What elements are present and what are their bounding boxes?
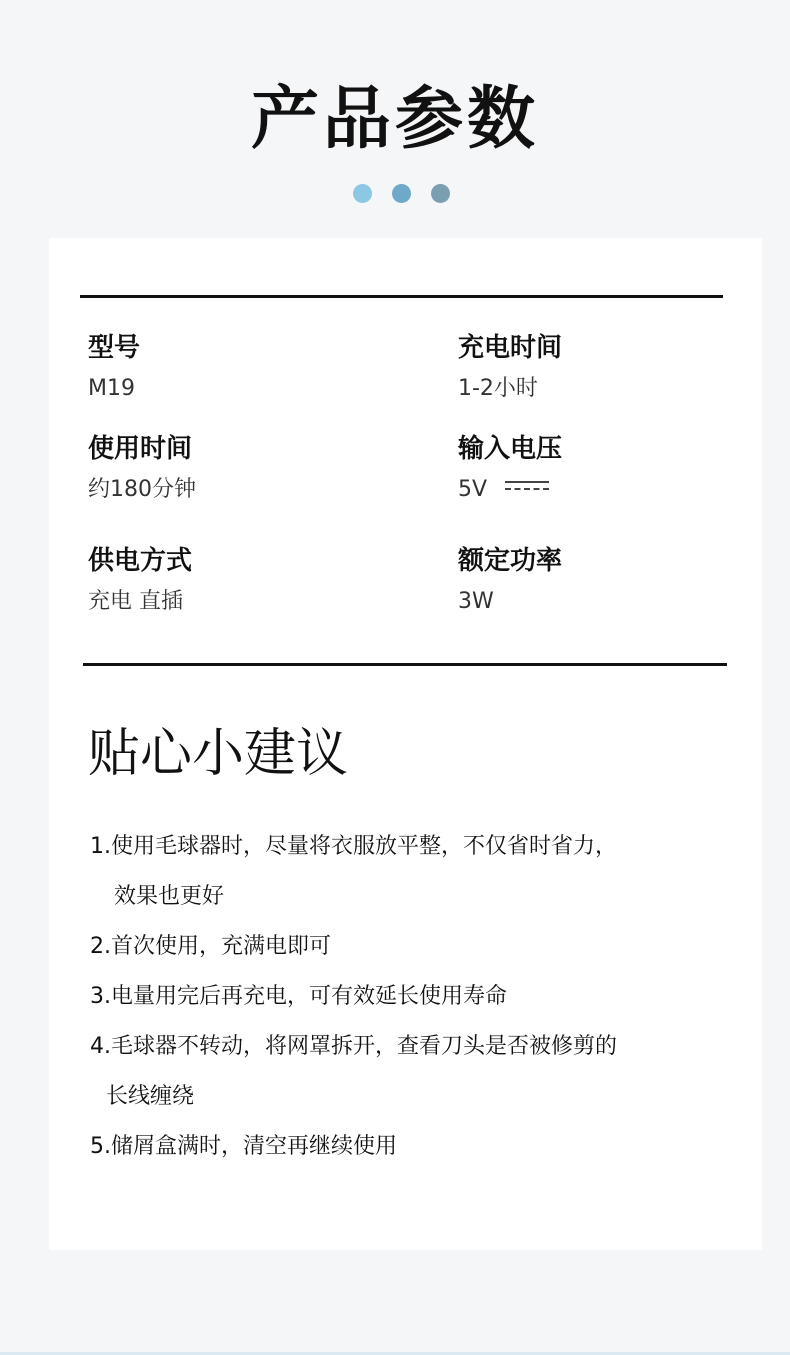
tip-line: 长线缠绕 bbox=[106, 1084, 195, 1109]
top-divider bbox=[80, 295, 723, 298]
tip-line: 4.毛球器不转动，将网罩拆开，查看刀头是否被修剪的 bbox=[90, 1034, 617, 1059]
tip-line: 5.储屑盒满时，清空再继续使用 bbox=[90, 1134, 397, 1159]
dot-3 bbox=[431, 184, 450, 203]
dc-current-icon bbox=[505, 481, 549, 491]
spec-label-input-voltage: 输入电压 bbox=[458, 434, 563, 464]
tips-title: 贴心小建议 bbox=[88, 724, 349, 784]
spec-value-input-voltage: 5V bbox=[458, 477, 488, 502]
tip-line: 1.使用毛球器时，尽量将衣服放平整，不仅省时省力， bbox=[90, 834, 617, 859]
bottom-divider bbox=[83, 663, 727, 666]
page-title: 产品参数 bbox=[250, 80, 539, 159]
spec-value-rated-power: 3W bbox=[458, 589, 494, 614]
spec-value-power-supply: 充电 直插 bbox=[88, 589, 183, 614]
spec-value-usage-time: 约180分钟 bbox=[88, 477, 196, 502]
spec-label-model: 型号 bbox=[88, 333, 141, 363]
tip-line: 3.电量用完后再充电，可有效延长使用寿命 bbox=[90, 984, 507, 1009]
spec-label-usage-time: 使用时间 bbox=[88, 434, 193, 464]
dot-1 bbox=[353, 184, 372, 203]
tip-line: 2.首次使用，充满电即可 bbox=[90, 934, 331, 959]
dot-2 bbox=[392, 184, 411, 203]
spec-label-power-supply: 供电方式 bbox=[88, 546, 193, 576]
spec-label-rated-power: 额定功率 bbox=[458, 546, 563, 576]
tip-line: 效果也更好 bbox=[114, 884, 225, 909]
spec-value-charge-time: 1-2小时 bbox=[458, 376, 538, 401]
spec-value-model: M19 bbox=[88, 376, 135, 401]
decorative-dots bbox=[353, 184, 450, 203]
spec-label-charge-time: 充电时间 bbox=[458, 333, 563, 363]
spec-value-input-voltage-row bbox=[458, 475, 549, 505]
